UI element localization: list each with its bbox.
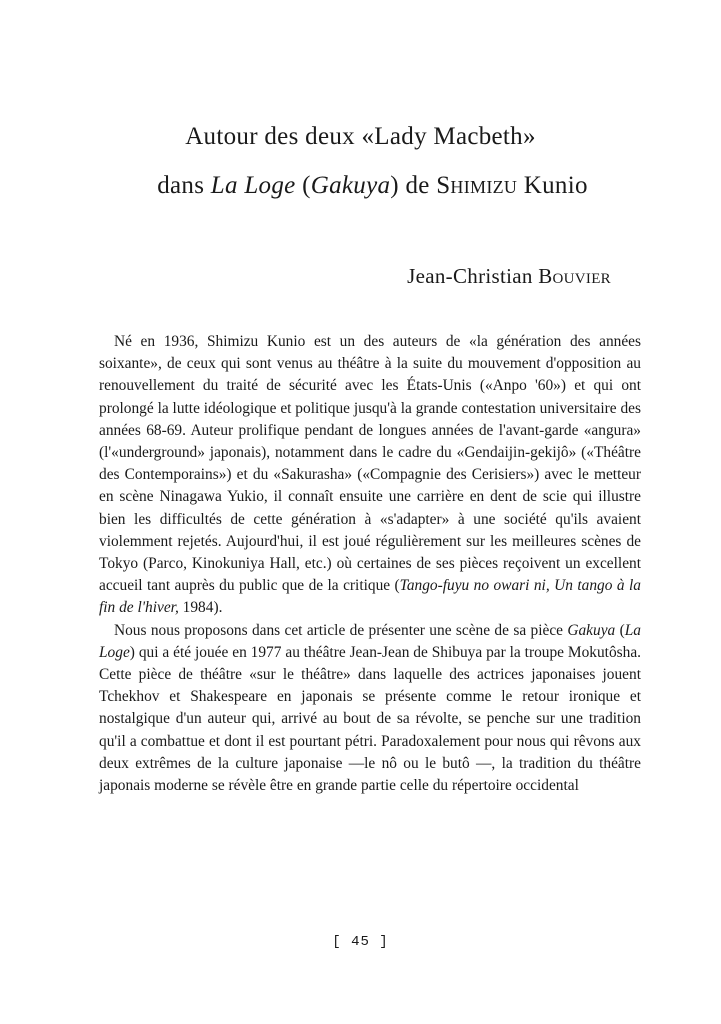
title-text-de: ) de bbox=[390, 172, 437, 199]
title-text-dans: dans bbox=[157, 172, 211, 199]
article-body bbox=[99, 331, 641, 797]
title-author-given: Kunio bbox=[517, 172, 588, 199]
paragraph-2-italic-a: Gakuya bbox=[567, 621, 616, 639]
paragraph-2-text-c: ) qui a été jouée en 1977 au théâtre Jean-Jean de Shibuya par la troupe Mokutôsha. Cette pièce de théâtre «sur le théâtre» dans laquelle des actrices japonaises jouent Tchekhov et Shakespeare en japonais se présente comme le retour ironique et nostalgique d'un auteur qui, arrivé au bout de sa révolte, se penche sur une tradition qu'il a combattue et dont il est pourtant pétri. Paradoxalement pour nous qui rêvons aux deux extrêmes de la culture japonaise —le nô ou le butô —, la tradition du théâtre japonais moderne se révèle être en grande partie celle du répertoire occidental bbox=[99, 643, 641, 795]
article-title-line-2 bbox=[12, 172, 721, 200]
page-number: [ 45 ] bbox=[332, 934, 389, 950]
paragraph-2 bbox=[99, 620, 641, 798]
paragraph-2-italic-b: La Loge bbox=[99, 621, 641, 661]
title-author-surname: Shimizu bbox=[436, 172, 518, 199]
title-italic-gakuya: Gakuya bbox=[310, 172, 391, 199]
paragraph-1 bbox=[99, 331, 641, 620]
author-surname: Bouvier bbox=[538, 264, 611, 288]
article-author bbox=[407, 264, 611, 289]
title-text-1: Autour des deux «Lady Macbeth» bbox=[185, 123, 536, 150]
article-title-line-1 bbox=[0, 123, 721, 151]
paragraph-2-text-b: ( bbox=[615, 621, 625, 639]
paragraph-1-italic: Tango-fuyu no owari ni, Un tango à la fin de l'hiver, bbox=[99, 577, 641, 617]
paragraph-2-text-a: Nous nous proposons dans cet article de présenter une scène de sa pièce bbox=[114, 621, 568, 639]
author-given-name: Jean-Christian bbox=[407, 264, 539, 288]
title-text-paren-open: ( bbox=[295, 172, 311, 199]
paragraph-1-text-a: Né en 1936, Shimizu Kunio est un des auteurs de «la génération des années soixante», de ceux qui sont venus au théâtre à la suite du mouvement d'opposition au renouvellement du traité de sécurité avec les États-Unis («Anpo '60») et qui ont prolongé la lutte idéologique et politique jusqu'à la grande contestation universitaire des années 68-69. Auteur prolifique pendant de longues années de l'avant-garde «angura» (l'«underground» japonais), notamment dans le cadre du «Gendaijin-gekijô» («Théâtre des Contemporains») et du «Sakurasha» («Compagnie des Cerisiers») avec le metteur en scène Ninagawa Yukio, il connaît ensuite une carrière en dent de scie qui illustre bien les difficultés de cette génération à «s'adapter» à une société qu'ils avaient violemment rejetés. Aujourd'hui, il est joué régulièrement sur les meilleures scènes de Tokyo (Parco, Kinokuniya Hall, etc.) où certaines de ses pièces reçoivent un excellent accueil tant auprès du public que de la critique ( bbox=[99, 333, 641, 595]
paragraph-1-text-b: 1984). bbox=[178, 599, 223, 617]
title-italic-la-loge: La Loge bbox=[210, 172, 296, 199]
